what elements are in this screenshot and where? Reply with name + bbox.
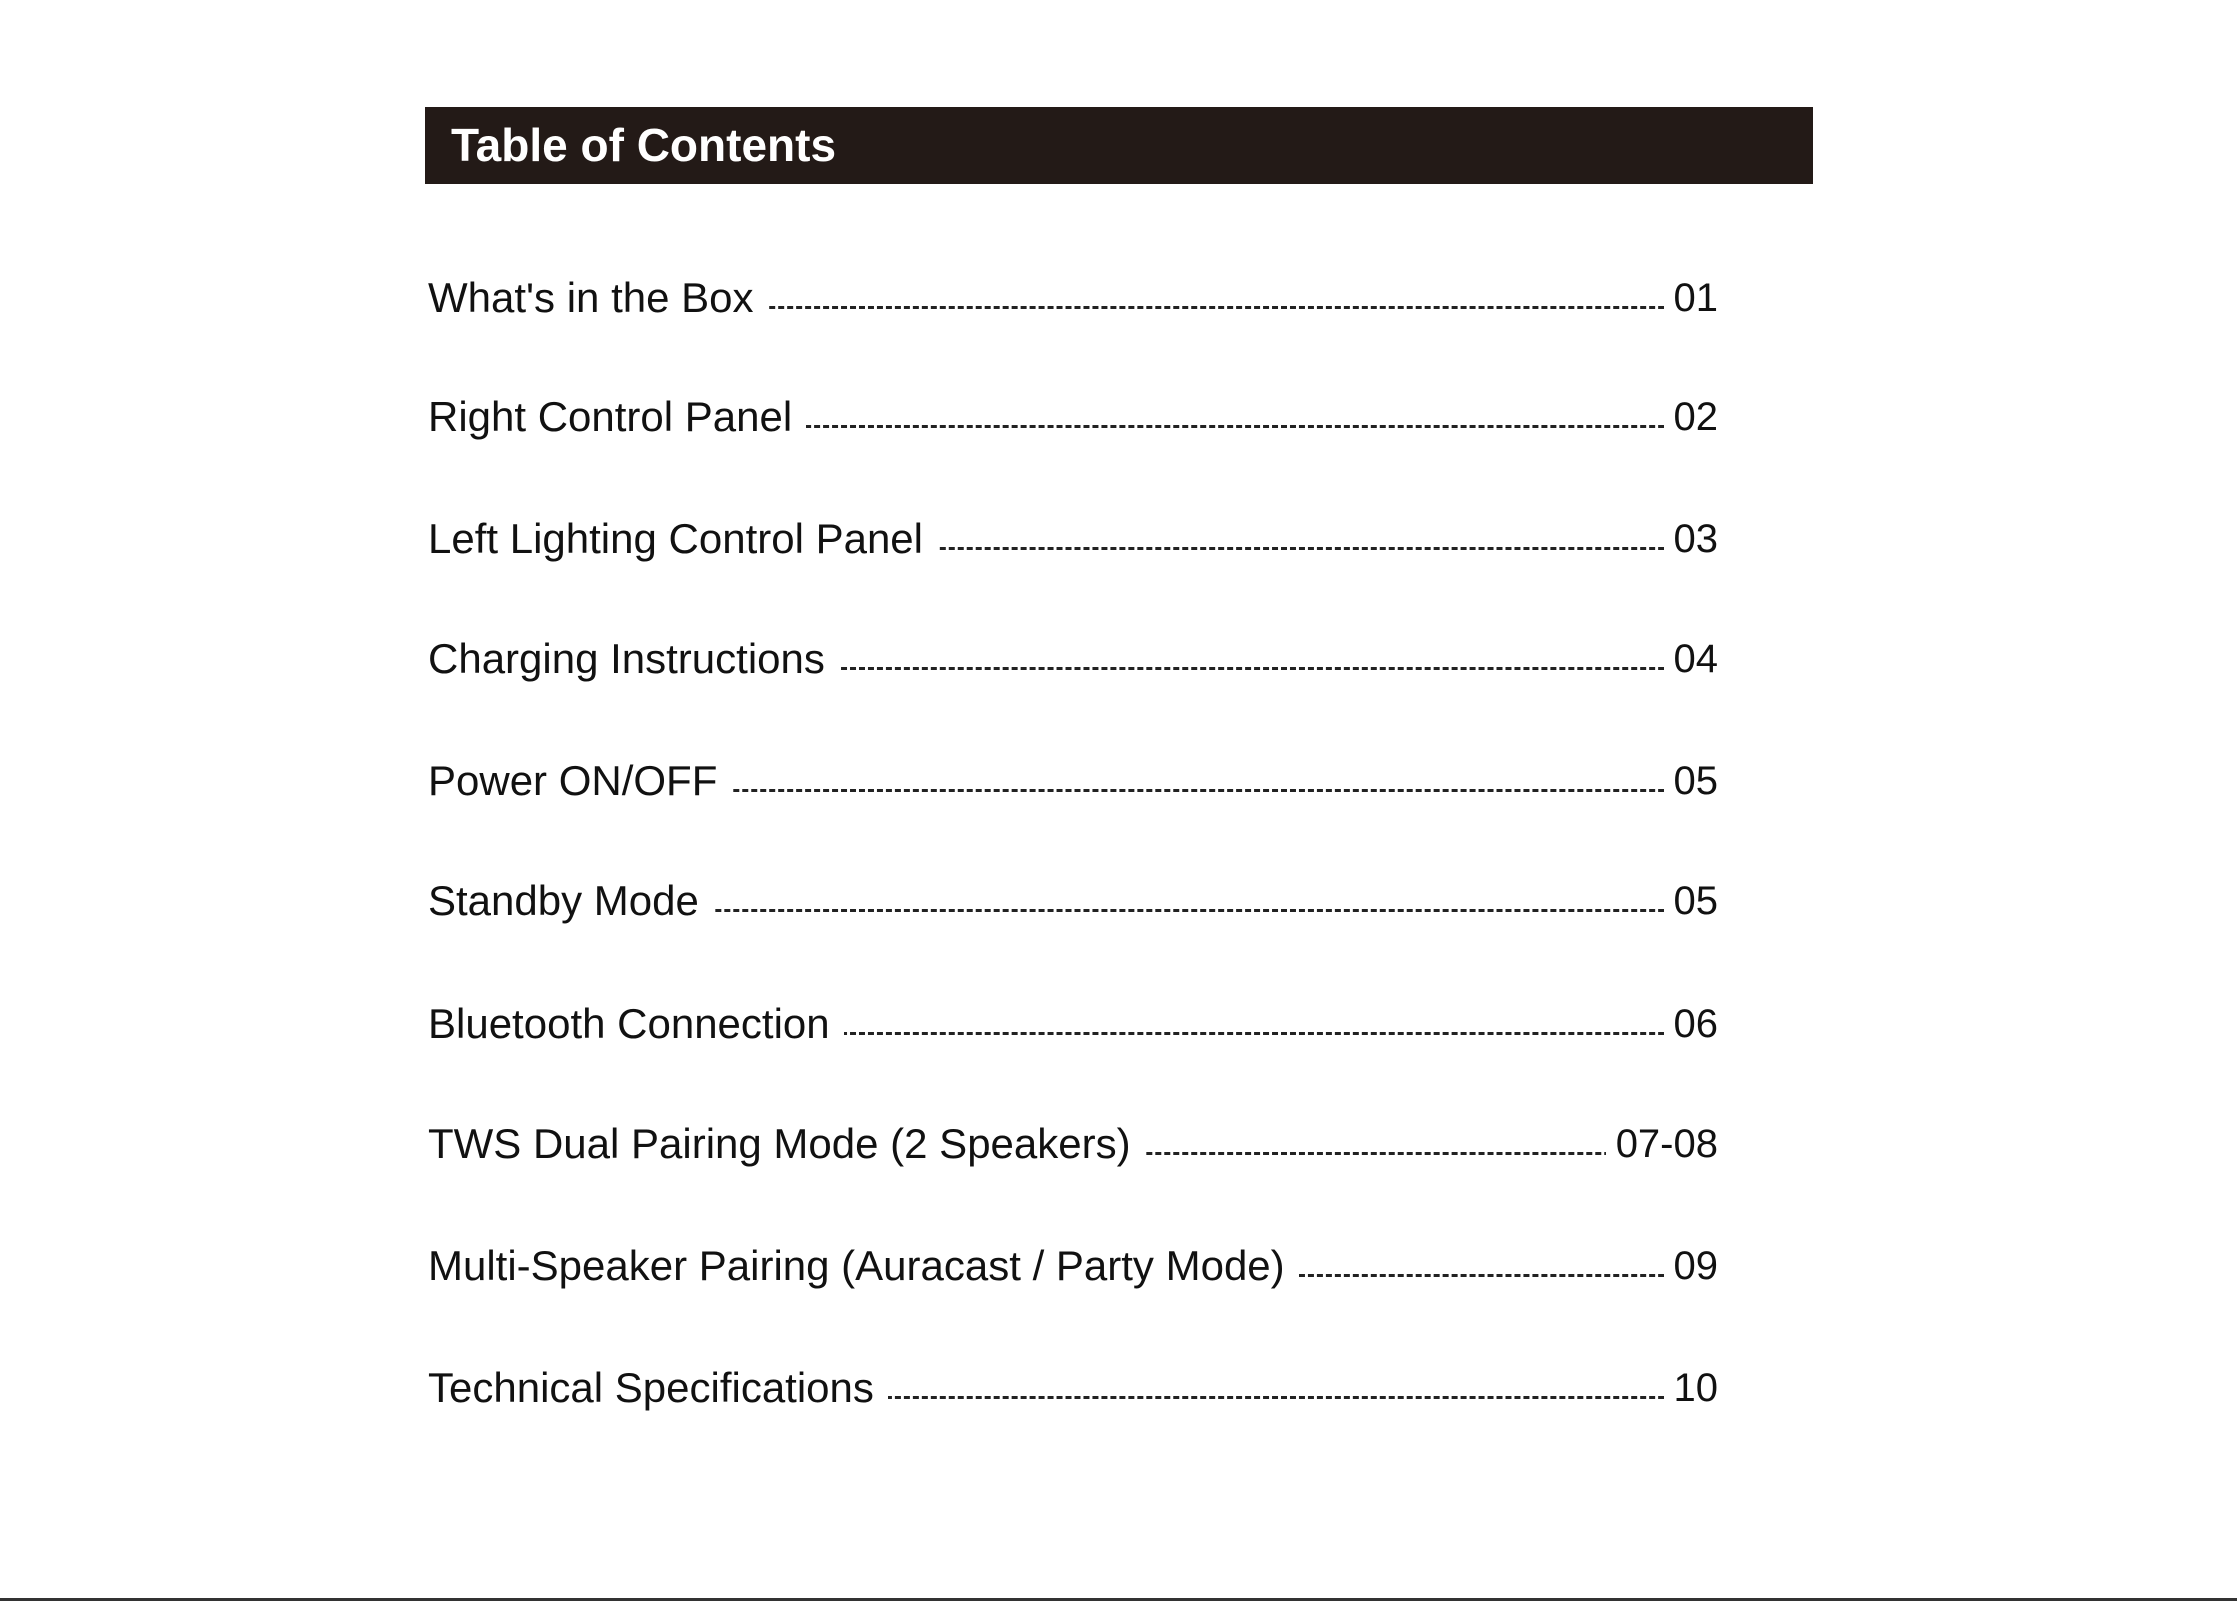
- toc-entry[interactable]: [428, 627, 1718, 691]
- toc-list: [428, 0, 1718, 1601]
- toc-entry-page: 09: [1664, 1234, 1719, 1298]
- toc-entry-page: 10: [1664, 1356, 1719, 1420]
- toc-entry[interactable]: [428, 992, 1718, 1056]
- toc-entry-page: 03: [1664, 507, 1719, 571]
- toc-entry-page: 07-08: [1606, 1112, 1718, 1176]
- toc-entry-page: 04: [1664, 627, 1719, 691]
- toc-entry[interactable]: [428, 266, 1718, 330]
- toc-entry-page: 05: [1664, 749, 1719, 813]
- toc-entry[interactable]: [428, 1356, 1718, 1420]
- toc-entry[interactable]: [428, 749, 1718, 813]
- toc-entry-page: 05: [1664, 869, 1719, 933]
- toc-entry-label: Multi-Speaker Pairing (Auracast / Party Mode): [428, 1234, 1299, 1298]
- toc-entry[interactable]: [428, 869, 1718, 933]
- toc-entry[interactable]: [428, 1112, 1718, 1176]
- toc-entry[interactable]: [428, 385, 1718, 449]
- toc-entry-page: 01: [1664, 266, 1719, 330]
- toc-entry-label: Power ON/OFF: [428, 749, 731, 813]
- toc-entry-label: Charging Instructions: [428, 627, 839, 691]
- toc-entry-label: TWS Dual Pairing Mode (2 Speakers): [428, 1112, 1145, 1176]
- toc-entry-label: What's in the Box: [428, 266, 768, 330]
- toc-entry-label: Standby Mode: [428, 869, 713, 933]
- toc-entry[interactable]: [428, 507, 1718, 571]
- toc-entry-label: Bluetooth Connection: [428, 992, 844, 1056]
- toc-entry-label: Technical Specifications: [428, 1356, 888, 1420]
- toc-entry-page: 02: [1664, 385, 1719, 449]
- toc-entry[interactable]: [428, 1234, 1718, 1298]
- toc-entry-label: Right Control Panel: [428, 385, 806, 449]
- toc-entry-label: Left Lighting Control Panel: [428, 507, 937, 571]
- toc-entry-page: 06: [1664, 992, 1719, 1056]
- page-title: Table of Contents: [451, 119, 837, 171]
